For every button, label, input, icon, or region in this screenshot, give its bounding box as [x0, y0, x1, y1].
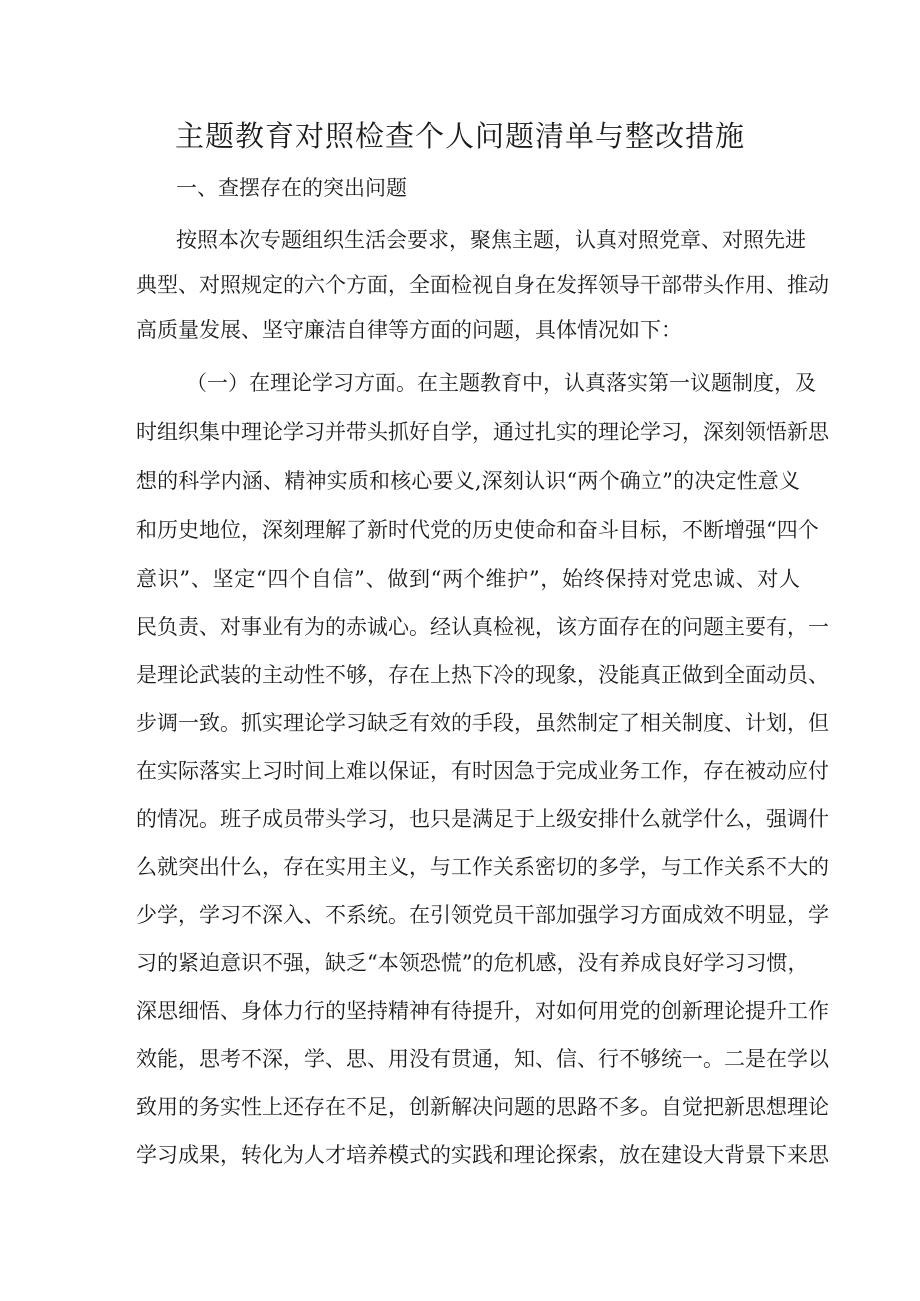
paragraph-1-line: 按照本次专题组织生活会要求，聚焦主题，认真对照党章、对照先进	[176, 228, 806, 252]
paragraph-1-line: 高质量发展、坚守廉洁自律等方面的问题，具体情况如下：	[136, 318, 682, 342]
paragraph-2-line: 在实际落实上习时间上难以保证，有时因急于完成业务工作，存在被动应付	[136, 759, 829, 783]
document-title: 主题教育对照检查个人问题清单与整改措施	[174, 119, 745, 153]
paragraph-2-line: 是理论武装的主动性不够，存在上热下冷的现象，没能真正做到全面动员、	[136, 663, 829, 687]
paragraph-2-line: 少学，学习不深入、不系统。在引领党员干部加强学习方面成效不明显，学	[136, 903, 829, 927]
paragraph-2-line: 民负责、对事业有为的赤诚心。经认真检视，该方面存在的问题主要有，一	[136, 615, 829, 639]
paragraph-2-line: 学习成果，转化为人才培养模式的实践和理论探索，放在建设大背景下来思	[136, 1143, 829, 1167]
paragraph-2-line: （一）在理论学习方面。在主题教育中，认真落实第一议题制度，及	[186, 371, 816, 395]
paragraph-2-line: 想的科学内涵、精神实质和核心要义,深刻认识“两个确立”的决定性意义	[136, 469, 800, 493]
paragraph-2-line: 步调一致。抓实理论学习缺乏有效的手段，虽然制定了相关制度、计划，但	[136, 711, 829, 735]
paragraph-2-line: 意识”、坚定“四个自信”、做到“两个维护”，始终保持对党忠诚、对人	[136, 567, 800, 591]
paragraph-2-line: 的情况。班子成员带头学习，也只是满足于上级安排什么就学什么，强调什	[136, 807, 829, 831]
paragraph-2-line: 致用的务实性上还存在不足，创新解决问题的思路不多。自觉把新思想理论	[136, 1095, 829, 1119]
paragraph-2-line: 么就突出什么，存在实用主义，与工作关系密切的多学，与工作关系不大的	[136, 855, 829, 879]
paragraph-2-line: 深思细悟、身体力行的坚持精神有待提升，对如何用党的创新理论提升工作	[136, 999, 829, 1023]
paragraph-1-line: 典型、对照规定的六个方面，全面检视自身在发挥领导干部带头作用、推动	[136, 273, 829, 297]
section-heading: 一、查摆存在的突出问题	[176, 176, 407, 200]
paragraph-2-line: 和历史地位，深刻理解了新时代党的历史使命和奋斗目标，不断增强“四个	[136, 518, 819, 542]
paragraph-2-line: 习的紧迫意识不强，缺乏“本领恐慌”的危机感，没有养成良好学习习惯，	[136, 951, 809, 975]
paragraph-2-line: 时组织集中理论学习并带头抓好自学，通过扎实的理论学习，深刻领悟新思	[136, 420, 829, 444]
paragraph-2-line: 效能，思考不深，学、思、用没有贯通，知、信、行不够统一。二是在学以	[136, 1047, 829, 1071]
